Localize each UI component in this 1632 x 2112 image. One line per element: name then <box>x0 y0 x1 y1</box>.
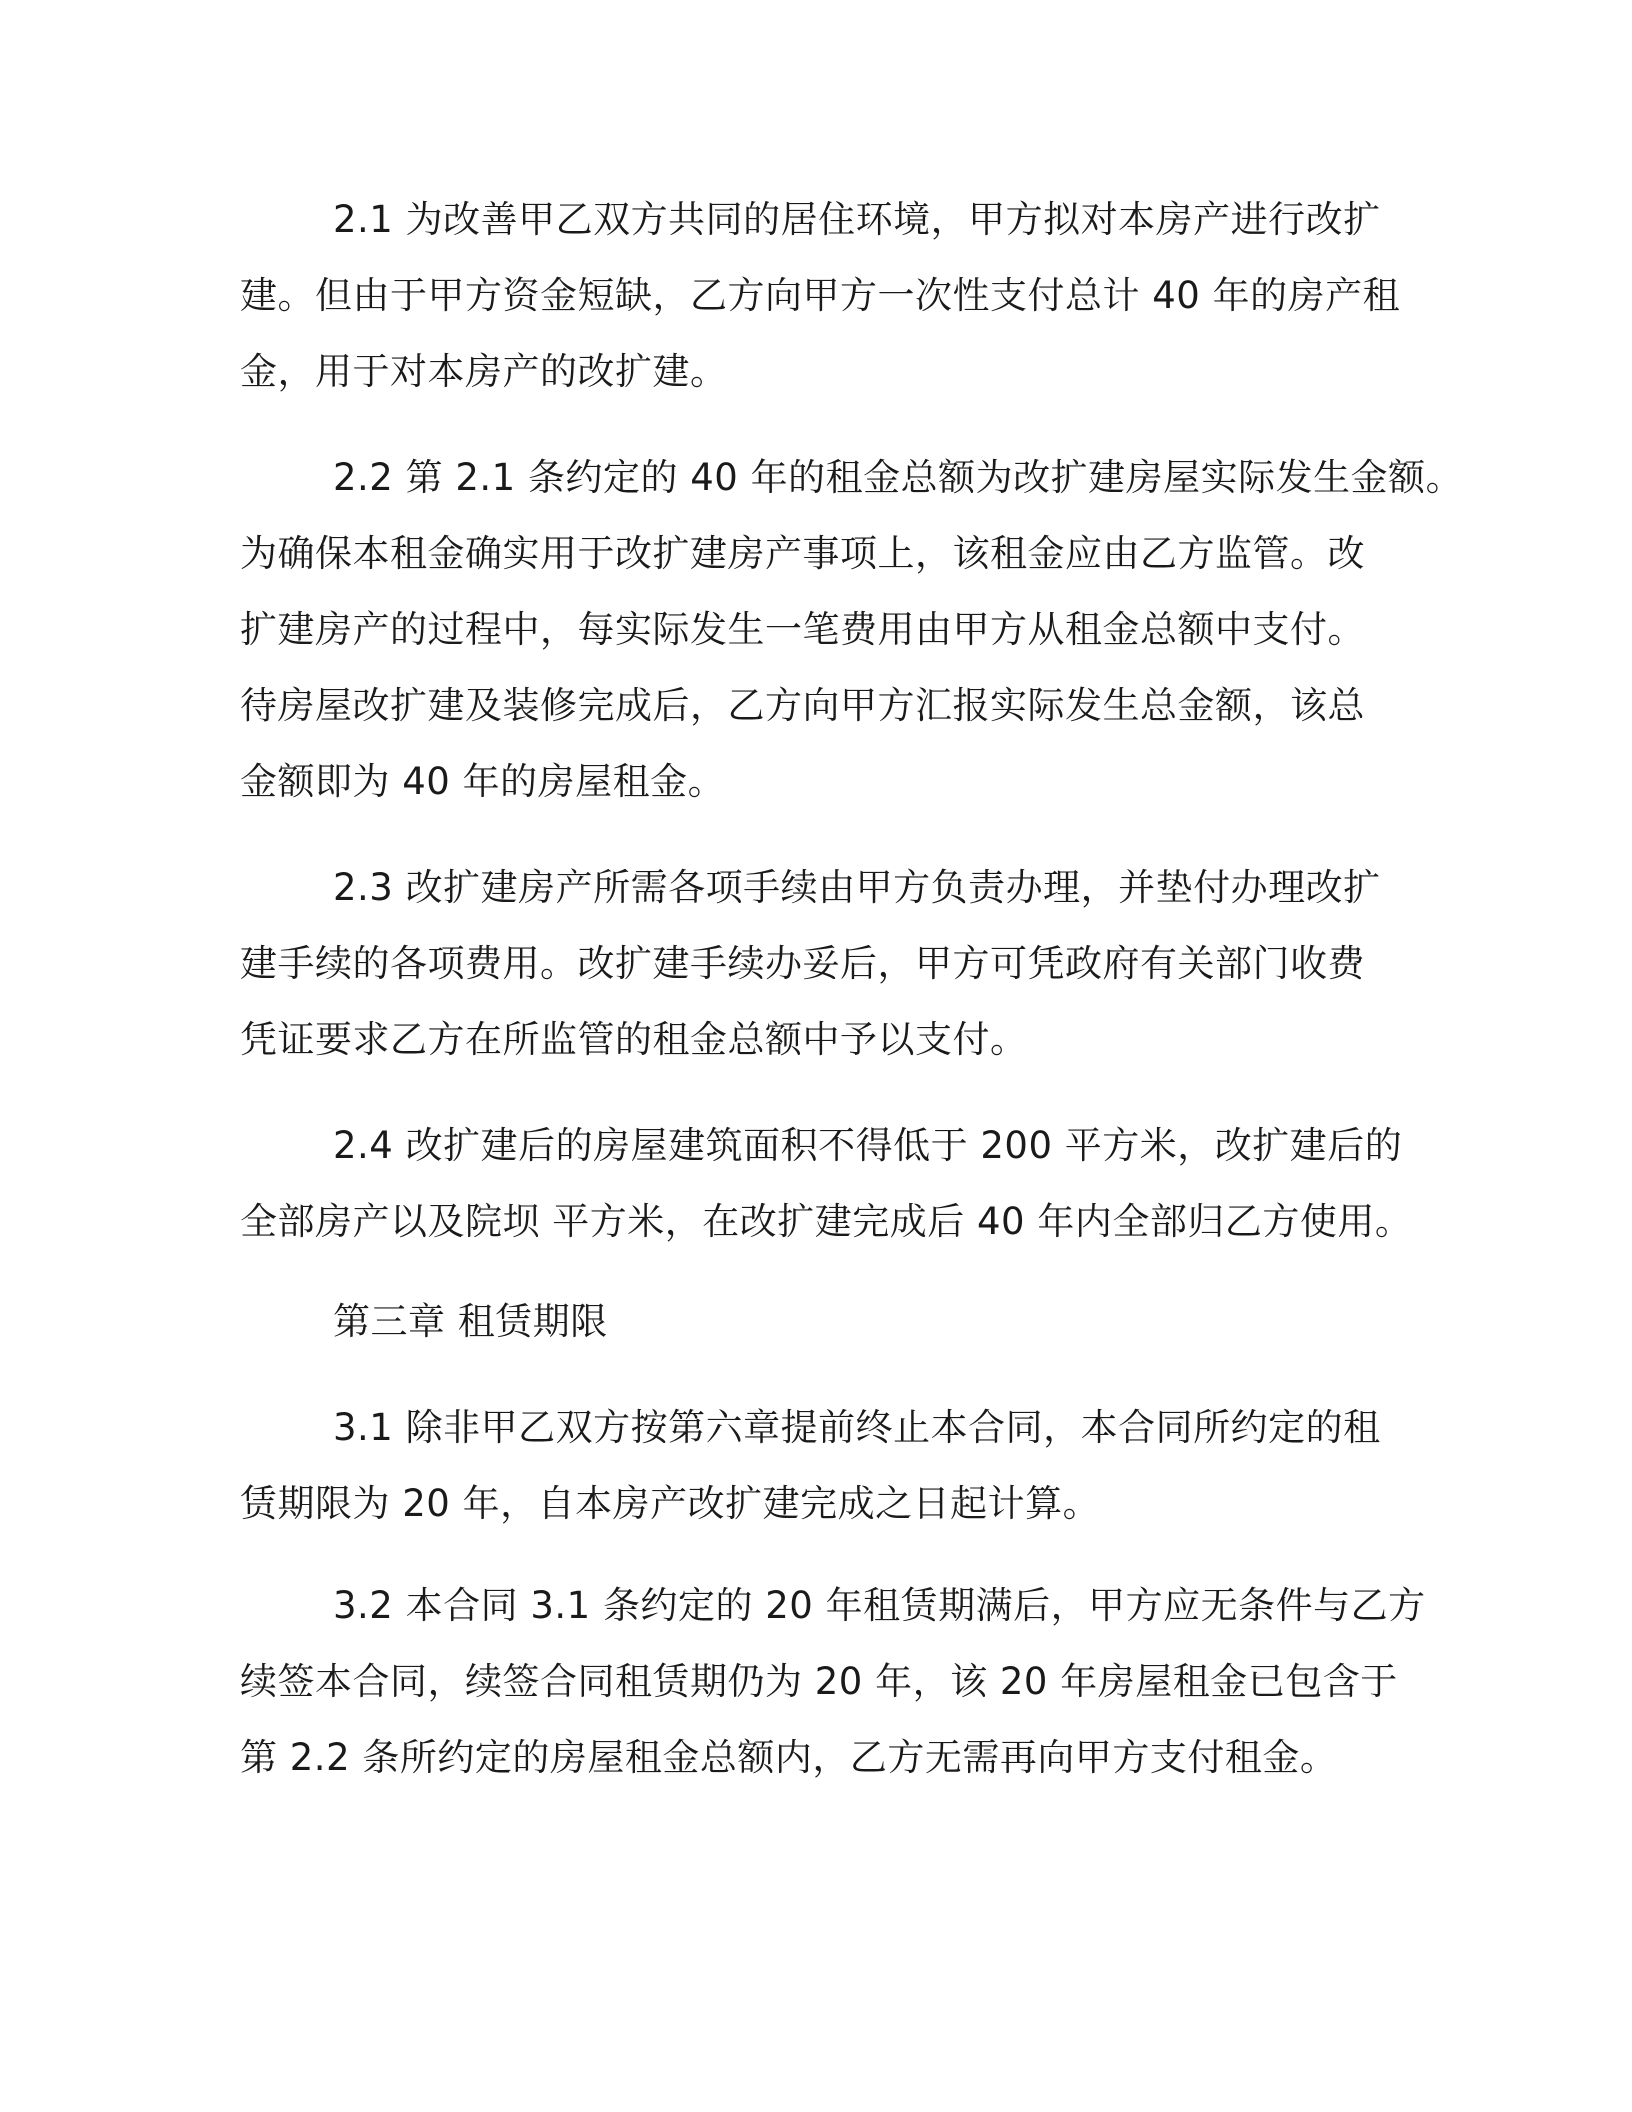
clause-2-1-line-3: 金，用于对本房产的改扩建。 <box>240 350 728 393</box>
clause-2-1-line-2: 建。但由于甲方资金短缺，乙方向甲方一次性支付总计 40 年的房产租 <box>240 274 1401 317</box>
clause-3-2-line-1: 3.2 本合同 3.1 条约定的 20 年租赁期满后，甲方应无条件与乙方 <box>333 1584 1426 1627</box>
clause-2-2-line-4: 待房屋改扩建及装修完成后，乙方向甲方汇报实际发生总金额，该总 <box>240 684 1365 727</box>
clause-3-2-line-3: 第 2.2 条所约定的房屋租金总额内，乙方无需再向甲方支付租金。 <box>240 1736 1338 1779</box>
clause-2-3-line-2: 建手续的各项费用。改扩建手续办妥后，甲方可凭政府有关部门收费 <box>240 942 1365 985</box>
chapter-3-heading: 第三章 租赁期限 <box>333 1300 608 1343</box>
clause-2-1-line-1: 2.1 为改善甲乙双方共同的居住环境，甲方拟对本房产进行改扩 <box>333 198 1381 241</box>
clause-2-2-line-1: 2.2 第 2.1 条约定的 40 年的租金总额为改扩建房屋实际发生金额。 <box>333 456 1464 499</box>
clause-3-1-line-1: 3.1 除非甲乙双方按第六章提前终止本合同，本合同所约定的租 <box>333 1406 1381 1449</box>
clause-2-4-line-2: 全部房产以及院坝 平方米，在改扩建完成后 40 年内全部归乙方使用。 <box>240 1200 1413 1243</box>
clause-2-4-line-1: 2.4 改扩建后的房屋建筑面积不得低于 200 平方米，改扩建后的 <box>333 1124 1403 1167</box>
clause-2-2-line-2: 为确保本租金确实用于改扩建房产事项上，该租金应由乙方监管。改 <box>240 532 1365 575</box>
clause-2-3-line-1: 2.3 改扩建房产所需各项手续由甲方负责办理，并垫付办理改扩 <box>333 866 1381 909</box>
clause-2-2-line-5: 金额即为 40 年的房屋租金。 <box>240 760 726 803</box>
clause-2-3-line-3: 凭证要求乙方在所监管的租金总额中予以支付。 <box>240 1018 1028 1061</box>
clause-2-2-line-3: 扩建房产的过程中，每实际发生一笔费用由甲方从租金总额中支付。 <box>240 608 1365 651</box>
clause-3-1-line-2: 赁期限为 20 年，自本房产改扩建完成之日起计算。 <box>240 1482 1101 1525</box>
clause-3-2-line-2: 续签本合同，续签合同租赁期仍为 20 年，该 20 年房屋租金已包含于 <box>240 1660 1398 1703</box>
